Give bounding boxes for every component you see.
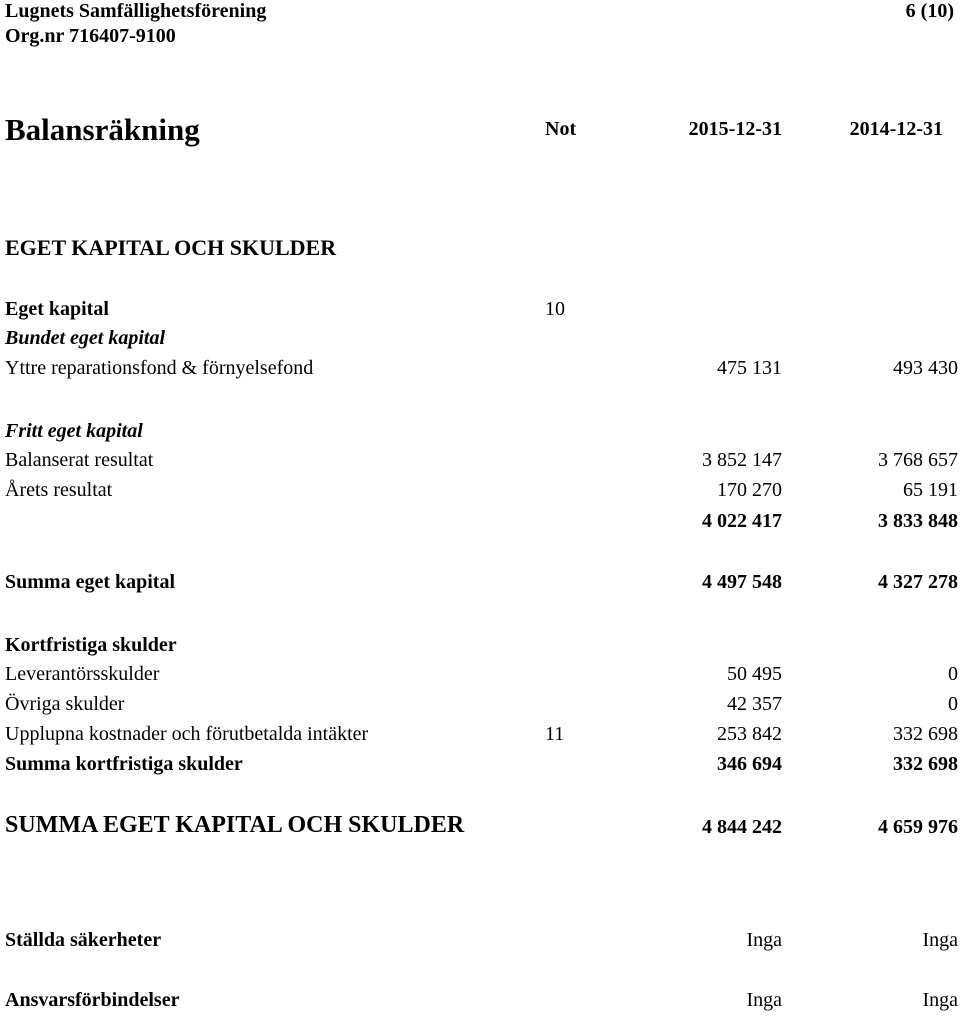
row-label-yttre-reparationsfond: Yttre reparationsfond & förnyelsefond [5, 357, 314, 379]
row-value-2015-leverantorsskulder: 50 495 [727, 663, 782, 685]
row-value-2015-summa-eget-kapital-och-skulder: 4 844 242 [702, 816, 782, 838]
row-value-2014-summa-kortfristiga-skulder: 332 698 [893, 753, 958, 775]
row-label-summa-eget-kapital: Summa eget kapital [5, 571, 175, 593]
row-value-2014-arets-resultat: 65 191 [903, 479, 958, 501]
row-label-summa-eget-kapital-och-skulder: SUMMA EGET KAPITAL OCH SKULDER [5, 812, 465, 838]
row-value-2015-ansvarsforbindelser: Inga [746, 989, 782, 1011]
row-value-2014-leverantorsskulder: 0 [948, 663, 958, 685]
page-title: Balansräkning [5, 112, 200, 147]
row-label-ansvarsforbindelser: Ansvarsförbindelser [5, 989, 180, 1011]
organization-name: Lugnets Samfällighetsförening [5, 0, 267, 22]
section-heading: EGET KAPITAL OCH SKULDER [5, 235, 337, 260]
row-value-2014-upplupna-kostnader: 332 698 [893, 723, 958, 745]
row-not-upplupna-kostnader: 11 [545, 723, 565, 745]
page-number: 6 (10) [905, 0, 954, 22]
row-not-eget-kapital: 10 [545, 298, 565, 320]
row-value-2014-yttre-reparationsfond: 493 430 [893, 357, 958, 379]
row-value-2015-arets-resultat: 170 270 [717, 479, 782, 501]
subtotal-value-2015-fritt-eget-kapital: 4 022 417 [702, 510, 782, 532]
row-label-eget-kapital: Eget kapital [5, 298, 109, 320]
row-value-2015-summa-kortfristiga-skulder: 346 694 [717, 753, 782, 775]
row-value-2014-balanserat-resultat: 3 768 657 [878, 449, 958, 471]
row-label-upplupna-kostnader: Upplupna kostnader och förutbetalda intäkter [5, 723, 369, 745]
row-label-leverantorsskulder: Leverantörsskulder [5, 663, 160, 685]
row-label-stallda-sakerheter: Ställda säkerheter [5, 929, 162, 951]
row-label-bundet-eget-kapital: Bundet eget kapital [5, 327, 165, 349]
row-value-2014-summa-eget-kapital: 4 327 278 [878, 571, 958, 593]
row-label-summa-kortfristiga-skulder: Summa kortfristiga skulder [5, 753, 243, 775]
row-label-arets-resultat: Årets resultat [5, 479, 113, 501]
row-value-2014-summa-eget-kapital-och-skulder: 4 659 976 [878, 816, 958, 838]
column-header-2015: 2015-12-31 [688, 118, 782, 140]
row-value-2014-ovriga-skulder: 0 [948, 693, 958, 715]
row-label-kortfristiga-skulder: Kortfristiga skulder [5, 634, 177, 656]
org-number: Org.nr 716407-9100 [5, 25, 176, 47]
row-value-2015-yttre-reparationsfond: 475 131 [717, 357, 782, 379]
row-value-2015-upplupna-kostnader: 253 842 [717, 723, 782, 745]
column-header-not: Not [545, 118, 577, 140]
row-value-2014-ansvarsforbindelser: Inga [922, 989, 958, 1011]
row-value-2015-balanserat-resultat: 3 852 147 [702, 449, 782, 471]
row-value-2015-ovriga-skulder: 42 357 [727, 693, 782, 715]
row-value-2015-stallda-sakerheter: Inga [746, 929, 782, 951]
subtotal-value-2014-fritt-eget-kapital: 3 833 848 [878, 510, 958, 532]
row-label-fritt-eget-kapital: Fritt eget kapital [5, 420, 143, 442]
row-label-ovriga-skulder: Övriga skulder [5, 693, 125, 715]
row-value-2014-stallda-sakerheter: Inga [922, 929, 958, 951]
row-label-balanserat-resultat: Balanserat resultat [5, 449, 154, 471]
row-value-2015-summa-eget-kapital: 4 497 548 [702, 571, 782, 593]
column-header-2014: 2014-12-31 [849, 118, 943, 140]
